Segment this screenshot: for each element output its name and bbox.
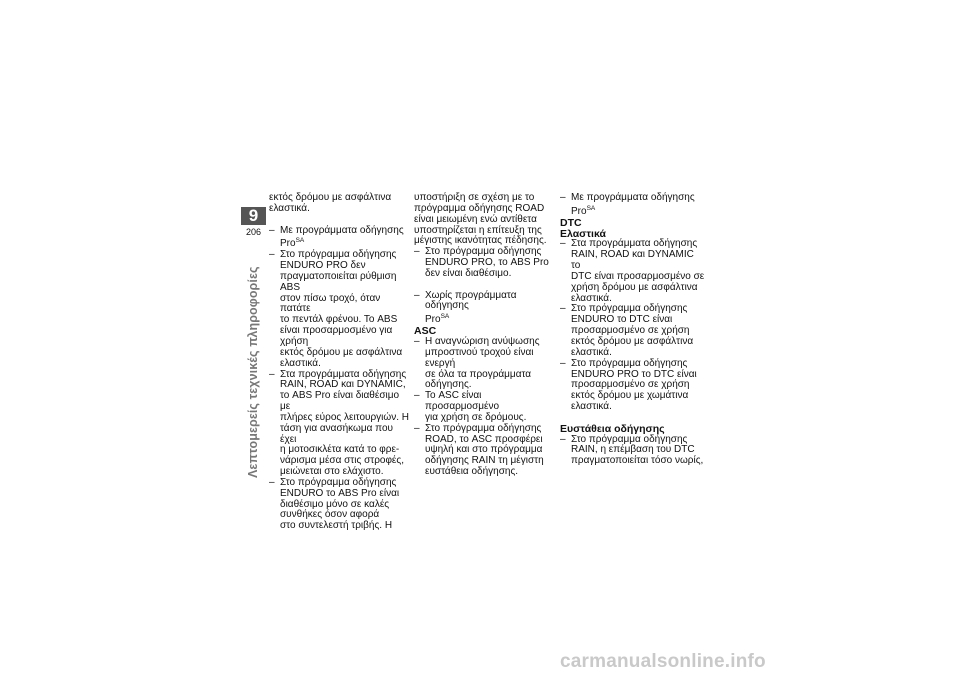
text-line: το πεντάλ φρένου. Το ABS bbox=[280, 314, 398, 326]
text-line: δεν είναι διαθέσιμο. bbox=[425, 267, 512, 279]
text-line: ENDURO το DTC είναι bbox=[571, 314, 673, 326]
text-line: Στα προγράμματα οδήγησης bbox=[571, 238, 698, 250]
text-line: η μοτοσικλέτα κατά το φρε- bbox=[280, 444, 400, 456]
text-line: Στο πρόγραμμα οδήγησης bbox=[571, 357, 688, 369]
text-line: οδήγησης. bbox=[425, 379, 472, 391]
pro-label: Pro bbox=[571, 205, 587, 217]
bullet-dash: – bbox=[269, 249, 275, 261]
text-line: RAIN, η επέμβαση του DTC bbox=[571, 444, 695, 456]
text-line: ROAD, το ASC προσφέρει bbox=[425, 433, 543, 445]
text-line: χρήση δρόμου με ασφάλτινα bbox=[571, 281, 698, 293]
chapter-number: 9 bbox=[241, 207, 266, 225]
text-line: RAIN, ROAD και DYNAMIC το bbox=[571, 249, 694, 272]
text-line: οδήγησης RAIN τη μέγιστη bbox=[425, 455, 544, 467]
text-line: Στο πρόγραμμα οδήγησης bbox=[280, 249, 397, 261]
text-line: DTC είναι προσαρμοσμένο σε bbox=[571, 270, 705, 282]
text-line: Με προγράμματα οδήγησης bbox=[280, 224, 404, 236]
text-line: στο συντελεστή τριβής. Η bbox=[280, 520, 393, 532]
bullet-dash: – bbox=[560, 433, 566, 445]
bullet-item bbox=[414, 391, 557, 424]
text-line: μέγιστης ικανότητας πέδησης. bbox=[414, 235, 547, 247]
text-line: Στα προγράμματα οδήγησης bbox=[280, 368, 407, 380]
bullet-item bbox=[414, 247, 557, 280]
text-line: Στο πρόγραμμα οδήγησης bbox=[280, 476, 397, 488]
text-line: συνθήκες όσον αφορά bbox=[280, 509, 380, 521]
text-line: Στο πρόγραμμα οδήγησης bbox=[425, 246, 542, 258]
text-column-2 bbox=[414, 193, 557, 478]
bullet-dash: – bbox=[414, 335, 420, 347]
text-line: Το ASC είναι προσαρμοσμένο bbox=[425, 390, 500, 413]
bullet-dash: – bbox=[560, 357, 566, 369]
bullet-dash: – bbox=[560, 303, 566, 315]
text-line: εκτός δρόμου με ασφάλτινα bbox=[571, 335, 694, 347]
text-line: ελαστικά. bbox=[571, 346, 612, 358]
bullet-item bbox=[560, 359, 705, 413]
chapter-side-title: Λεπτομερείς τεχνικές πληροφορίες bbox=[246, 266, 260, 478]
text-line: ευστάθεια οδήγησης. bbox=[425, 466, 519, 478]
text-line: προσαρμοσμένο σε χρήση bbox=[571, 379, 690, 391]
text-line: ENDURO το ABS Pro είναι bbox=[280, 487, 400, 499]
text-line: στον πίσω τροχό, όταν πατάτε bbox=[280, 292, 381, 315]
bullet-item bbox=[269, 478, 411, 532]
sa-superscript: SA bbox=[440, 313, 450, 321]
watermark: carmanualsonline.info bbox=[560, 651, 766, 672]
bullet-dash: – bbox=[414, 422, 420, 434]
bullet-dash: – bbox=[269, 476, 275, 488]
text-line: Στο πρόγραμμα οδήγησης bbox=[571, 303, 688, 315]
text-line: πραγματοποιείται ρύθμιση ABS bbox=[280, 270, 397, 293]
pro-label: Pro bbox=[280, 238, 296, 250]
bullet-dash: – bbox=[414, 246, 420, 258]
text-line: διαθέσιμο μόνο σε καλές bbox=[280, 498, 390, 510]
text-line: εκτός δρόμου με χωμάτινα bbox=[571, 390, 689, 402]
sa-superscript: SA bbox=[586, 204, 596, 212]
text-line: για χρήση σε δρόμους. bbox=[425, 411, 527, 423]
text-line: υποστήριξη σε σχέση με το bbox=[414, 192, 535, 203]
text-line: Στο πρόγραμμα οδήγησης bbox=[571, 433, 688, 445]
text-line: υποστηρίζεται η επίτευξη της bbox=[414, 224, 542, 236]
text-line: RAIN, ROAD και DYNAMIC, bbox=[280, 379, 406, 391]
text-line: μειώνεται στο ελάχιστο. bbox=[280, 466, 384, 478]
bullet-item bbox=[560, 435, 705, 468]
text-line: εκτός δρόμου με ασφάλτινα bbox=[269, 192, 392, 203]
text-line: ENDURO PRO το DTC είναι bbox=[571, 368, 697, 380]
text-line: πρόγραμμα οδήγησης ROAD bbox=[414, 202, 545, 214]
text-line: είναι μειωμένη ενώ αντίθετα bbox=[414, 213, 537, 225]
bullet-dash: – bbox=[269, 224, 275, 236]
text-line: ελαστικά. bbox=[269, 202, 310, 214]
text-line: ελαστικά. bbox=[571, 292, 612, 304]
text-line: ελαστικά. bbox=[571, 401, 612, 413]
pro-label: Pro bbox=[425, 314, 441, 326]
text-line: πλήρες εύρος λειτουργιών. Η bbox=[280, 411, 409, 423]
bullet-item bbox=[414, 291, 557, 327]
text-line: το ABS Pro είναι διαθέσιμο με bbox=[280, 390, 400, 413]
section-heading-stability: Ευστάθεια οδήγησης bbox=[560, 422, 665, 435]
text-line: εκτός δρόμου με ασφάλτινα bbox=[280, 346, 403, 358]
bullet-item bbox=[269, 370, 411, 478]
text-line: νάρισμα μέσα στις στροφές, bbox=[280, 455, 404, 467]
sa-superscript: SA bbox=[295, 237, 305, 245]
bullet-dash: – bbox=[269, 368, 275, 380]
subheading-tires: Ελαστικά bbox=[560, 227, 606, 240]
bullet-item bbox=[414, 337, 557, 391]
text-column-1 bbox=[269, 193, 411, 532]
text-line: Με προγράμματα οδήγησης bbox=[571, 192, 695, 203]
bullet-dash: – bbox=[414, 289, 420, 301]
text-line: ENDURO PRO, το ABS Pro bbox=[425, 257, 549, 269]
text-line: Χωρίς προγράμματα οδήγησης bbox=[425, 289, 517, 312]
text-line bbox=[425, 312, 557, 326]
bullet-dash: – bbox=[560, 192, 566, 203]
bullet-dash: – bbox=[414, 390, 420, 402]
section-heading-dtc: DTC bbox=[560, 216, 582, 229]
page-number: 206 bbox=[245, 227, 262, 237]
text-column-3 bbox=[560, 193, 705, 467]
bullet-dash: – bbox=[560, 238, 566, 250]
text-line: είναι προσαρμοσμένο για χρήση bbox=[280, 325, 393, 347]
bullet-item bbox=[269, 250, 411, 369]
text-line: Στο πρόγραμμα οδήγησης bbox=[425, 422, 542, 434]
bullet-item bbox=[560, 239, 705, 304]
text-line: πραγματοποιείται τόσο νωρίς, bbox=[571, 455, 704, 467]
text-line: Η αναγνώριση ανύψωσης bbox=[425, 335, 540, 347]
bullet-item bbox=[269, 226, 411, 251]
bullet-item bbox=[414, 424, 557, 478]
text-line: ENDURO PRO δεν bbox=[280, 260, 366, 272]
bullet-item bbox=[560, 304, 705, 358]
text-line: τάση για ανασήκωμα που έχει bbox=[280, 422, 393, 445]
text-line bbox=[571, 204, 705, 218]
text-line: μπροστινού τροχού είναι ενεργή bbox=[425, 346, 534, 369]
section-heading-asc: ASC bbox=[414, 325, 437, 338]
text-line: προσαρμοσμένο σε χρήση bbox=[571, 325, 690, 337]
text-line: υψηλή και στο πρόγραμμα bbox=[425, 444, 543, 456]
text-line: σε όλα τα προγράμματα bbox=[425, 368, 532, 380]
text-line: ελαστικά. bbox=[280, 357, 321, 369]
bullet-item bbox=[560, 193, 705, 218]
